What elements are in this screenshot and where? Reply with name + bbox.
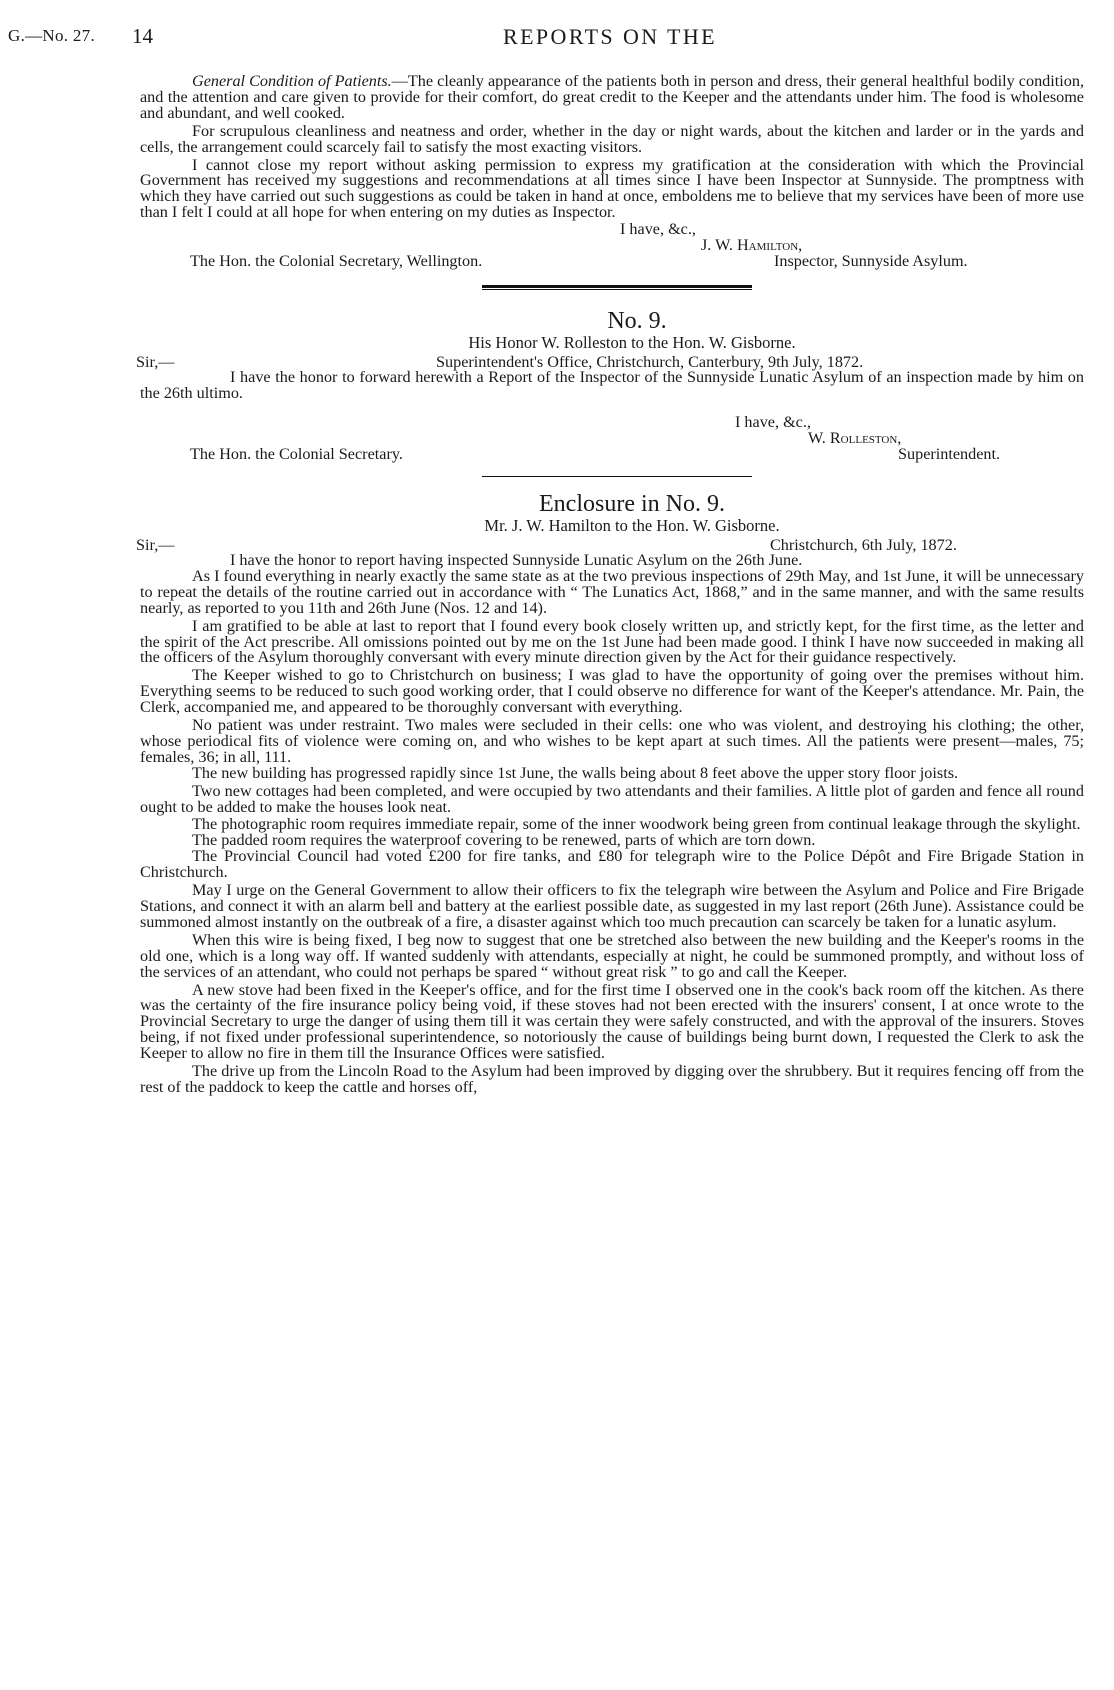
page-body bbox=[136, 72, 1084, 1096]
paragraph: The photographic room requires immediate repair, some of the inner woodwork being green from continual leakage through the skylight. bbox=[192, 815, 1081, 834]
salutation-row bbox=[136, 535, 1084, 554]
paragraph: The drive up from the Lincoln Road to the Asylum had been improved by digging over the shrubbery. But it requires fencing off from the rest of the paddock to keep the cattle and horses off, bbox=[140, 1062, 1084, 1096]
paragraph: No patient was under restraint. Two males were secluded in their cells: one who was violent, and destroying his clothing; the other, whose periodical fits of violence were coming on, and who wishes to be kept apart at such times. All the patients were present—males, 75; females, 36; in all, 111. bbox=[140, 716, 1084, 766]
closing: I have, &c., bbox=[735, 412, 811, 431]
paragraph-lead: General Condition of Patients. bbox=[192, 72, 392, 90]
letter-no-9 bbox=[136, 308, 1084, 463]
paragraph: The Keeper wished to go to Christchurch on business; I was glad to have the opportunity of going over the premises without him. Everything seems to be reduced to such good working order, that I could observe no difference for want of the Keeper's attendance. Mr. Pain, the Clerk, accompanied me, and appeared to be thoroughly conversant with everything. bbox=[140, 666, 1084, 717]
section-heading: Enclosure in No. 9. bbox=[539, 490, 725, 517]
addressee: The Hon. the Colonial Secretary. bbox=[190, 444, 403, 463]
salutation-row bbox=[136, 353, 1084, 372]
paragraph: The padded room requires the waterproof covering to be renewed, parts of which are torn down. bbox=[192, 831, 816, 850]
paragraph: The Provincial Council had voted £200 for fire tanks, and £80 for telegraph wire to the Police Dépôt and Fire Brigade Station in Christchurch. bbox=[140, 847, 1084, 882]
signer-title: Inspector, Sunnyside Asylum. bbox=[774, 252, 968, 271]
section-divider bbox=[482, 285, 752, 290]
addressee-row bbox=[140, 446, 1084, 462]
section-subheading: Mr. J. W. Hamilton to the Hon. W. Gisborne. bbox=[484, 515, 780, 535]
paragraph: Two new cottages had been completed, and were occupied by two attendants and their families. A little plot of garden and fence all round ought to be added to make the houses look neat. bbox=[140, 781, 1084, 816]
paragraph: When this wire is being fixed, I beg now to suggest that one be stretched also between the new building and the Keeper's rooms in the old one, which is a long way off. If wanted suddenly with attendants, especially at night, he could be summoned promptly, and without loss of the services of an attendant, who could not perhaps be spared “ without great risk ” to go and call the Keeper. bbox=[140, 930, 1084, 981]
paragraph: May I urge on the General Government to allow their officers to fix the telegraph wire between the Asylum and Police and Fire Brigade Stations, and connect it with an alarm bell and battery at the earliest possible date, as suggested in my last report (26th June). Assistance could be summoned almost instantly on the outbreak of a fire, a disaster against which too much precaution can scarcely be taken for a lunatic asylum. bbox=[140, 881, 1084, 931]
paragraph: As I found everything in nearly exactly the same state as at the two previous inspections of 29th May, and 1st June, it will be unnecessary to repeat the details of the routine carried out in accordance with “ The Lunatics Act, 1868,” and in the same manner, and with the same results nearly, as reported to you 11th and 26th June (Nos. 12 and 14). bbox=[140, 566, 1084, 617]
page-number: 14 bbox=[132, 24, 153, 48]
paragraph: A new stove had been fixed in the Keeper's office, and for the first time I observed one in the cook's back room off the kitchen. As there was the certainty of the fire insurance policy being void, if these stoves had not been erected with the insurers' consent, I at once wrote to the Provincial Secretary to urge the danger of using them till it was certain they were safely constructed, and with the approval of the insurers. Stoves being, if not fixed under professional superintendence, so notoriously the cause of buildings being burnt down, I requested the Clerk to ask the Keeper to allow no fire in them till the Insurance Offices were satisfied. bbox=[140, 980, 1084, 1063]
signature-row bbox=[140, 430, 1084, 446]
addressee: The Hon. the Colonial Secretary, Wellington. bbox=[190, 252, 483, 271]
signature: W. Rolleston, bbox=[808, 428, 902, 447]
paragraph: I am gratified to be able at last to report that I found every book closely written up, and strictly kept, for the first time, as the letter and the spirit of the Act prescribe. All omissions pointed out by me on the 1st June had been made good. I think I have now succeeded in making all the officers of the Asylum thoroughly conversant with every minute direction given by the Act for their guidance respectively. bbox=[140, 616, 1084, 667]
section-divider bbox=[482, 476, 752, 477]
report-continuation bbox=[140, 74, 1084, 269]
signature: J. W. Hamilton, bbox=[701, 236, 803, 255]
salutation: Sir,— bbox=[136, 535, 175, 554]
closing-row bbox=[140, 414, 1084, 430]
salutation: Sir,— bbox=[136, 353, 175, 372]
running-title: REPORTS ON THE bbox=[503, 24, 718, 49]
enclosure-no-9 bbox=[136, 490, 1084, 1096]
paragraph: The new building has progressed rapidly since 1st June, the walls being about 8 feet above the upper story floor joists. bbox=[192, 763, 959, 782]
signature-row bbox=[140, 237, 1084, 253]
section-heading: No. 9. bbox=[607, 308, 667, 335]
place-date: Superintendent's Office, Christchurch, Canterbury, 9th July, 1872. bbox=[436, 353, 864, 372]
signer-title: Superintendent. bbox=[898, 444, 1001, 463]
paragraph: For scrupulous cleanliness and neatness and order, whether in the day or night wards, about the kitchen and larder or in the yards and cells, the arrangement could scarcely fail to satisfy the most exacting visitors. bbox=[140, 121, 1084, 156]
document-reference: G.—No. 27. bbox=[8, 26, 96, 45]
closing: I have, &c., bbox=[620, 220, 696, 239]
section-subheading: His Honor W. Rolleston to the Hon. W. Gisborne. bbox=[468, 333, 796, 353]
paragraph: General Condition of Patients.—The cleanly appearance of the patients both in person and dress, their general healthful bodily condition, and the attention and care given to provide for their comfort, do great credit to the Keeper and the attendants under him. The food is wholesome and abundant, and well cooked. bbox=[140, 72, 1084, 122]
place-date: Christchurch, 6th July, 1872. bbox=[770, 535, 957, 554]
paragraph: I cannot close my report without asking permission to express my gratification at the consideration with which the Provincial Government has received my suggestions and recommendations at all times since I have been Inspector at Sunnyside. The promptness with which they have carried out such suggestions as could be taken in hand at once, emboldens me to believe that my services have been of more use than I felt I could at all hope for when entering on my duties as Inspector. bbox=[140, 155, 1084, 222]
addressee-row bbox=[140, 253, 1084, 269]
running-header bbox=[8, 22, 1094, 52]
closing-row bbox=[140, 221, 1084, 237]
paragraph: I have the honor to report having inspected Sunnyside Lunatic Asylum on the 26th June. bbox=[230, 550, 803, 569]
paragraph: I have the honor to forward herewith a Report of the Inspector of the Sunnyside Lunatic Asylum of an inspection made by him on the 26th ultimo. bbox=[140, 368, 1084, 403]
